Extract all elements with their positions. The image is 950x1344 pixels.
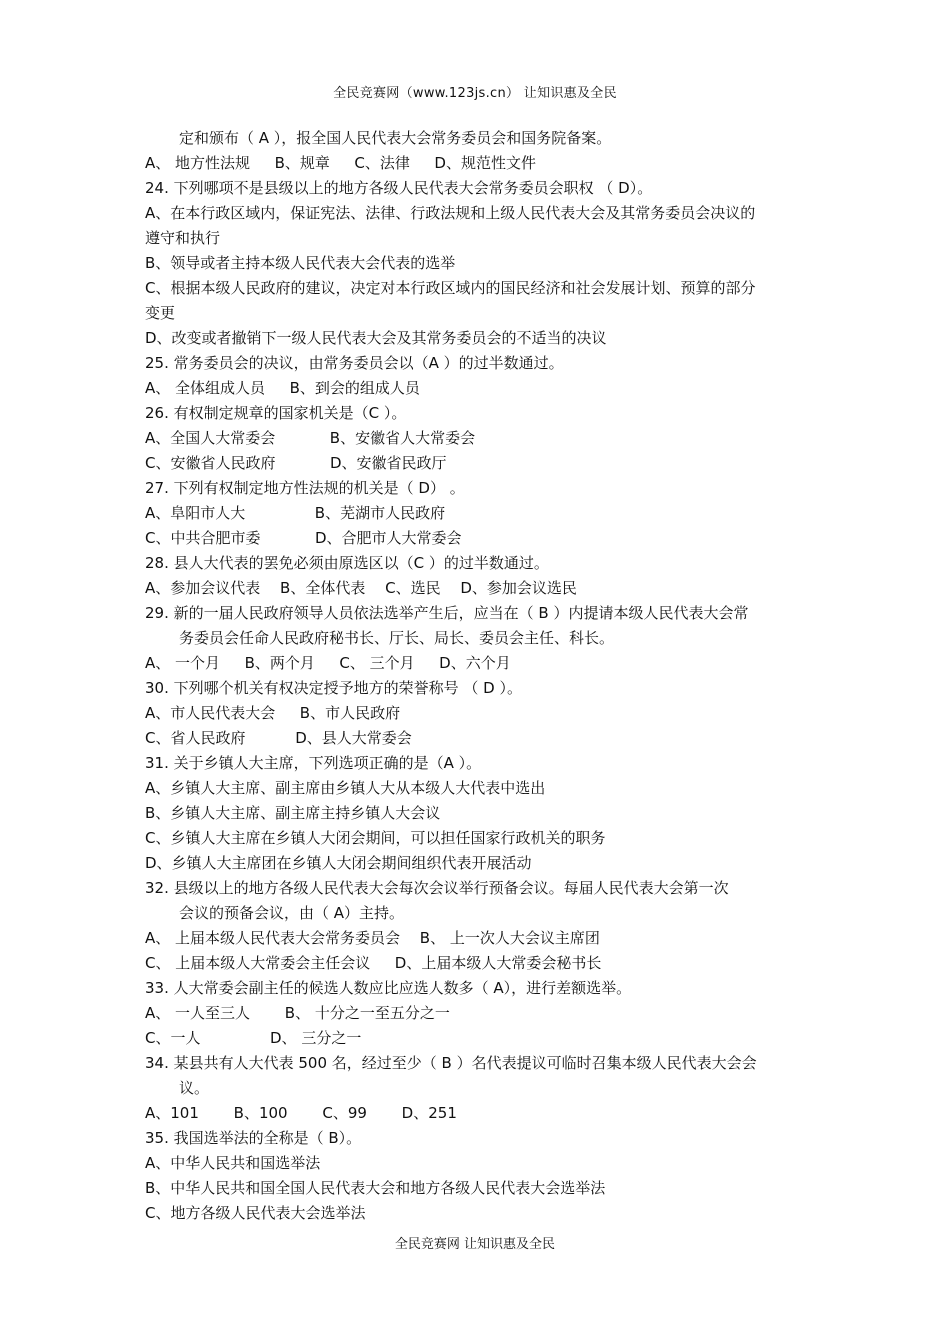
text-line: 定和颁布（ A ），报全国人民代表大会常务委员会和国务院备案。 xyxy=(179,129,612,147)
question-line: 24. 下列哪项不是县级以上的地方各级人民代表大会常务委员会职权 （ D）。 xyxy=(145,179,653,197)
question-line: 32. 县级以上的地方各级人民代表大会每次会议举行预备会议。每届人民代表大会第一次 xyxy=(145,879,729,897)
option-line: B、中华人民共和国全国人民代表大会和地方各级人民代表大会选举法 xyxy=(145,1179,606,1197)
option-line: D、乡镇人大主席团在乡镇人大闭会期间组织代表开展活动 xyxy=(145,854,532,872)
question-line: 30. 下列哪个机关有权决定授予地方的荣誉称号 （ D ）。 xyxy=(145,679,522,697)
option-line: C、地方各级人民代表大会选举法 xyxy=(145,1204,366,1222)
option-line: A、 一人至三人 B、 十分之一至五分之一 xyxy=(145,1004,450,1022)
question-continuation: 会议的预备会议，由（ A）主持。 xyxy=(179,904,405,922)
question-line: 26. 有权制定规章的国家机关是（C ）。 xyxy=(145,404,407,422)
option-line: A、101 B、100 C、99 D、251 xyxy=(145,1104,457,1122)
question-line: 27. 下列有权制定地方性法规的机关是（ D） 。 xyxy=(145,479,465,497)
option-line: C、安徽省人民政府 D、安徽省民政厅 xyxy=(145,454,447,472)
option-line: A、在本行政区域内，保证宪法、法律、行政法规和上级人民代表大会及其常务委员会决议的 xyxy=(145,204,756,222)
option-line: A、乡镇人大主席、副主席由乡镇人大从本级人大代表中选出 xyxy=(145,779,546,797)
option-line: B、领导或者主持本级人民代表大会代表的选举 xyxy=(145,254,456,272)
question-line: 29. 新的一届人民政府领导人员依法选举产生后，应当在（ B ）内提请本级人民代表大会常 xyxy=(145,604,749,622)
option-line: B、乡镇人大主席、副主席主持乡镇人大会议 xyxy=(145,804,441,822)
option-line: A、全国人大常委会 B、安徽省人大常委会 xyxy=(145,429,476,447)
option-line: C、乡镇人大主席在乡镇人大闭会期间，可以担任国家行政机关的职务 xyxy=(145,829,606,847)
option-line: 遵守和执行 xyxy=(145,229,221,247)
option-line: C、中共合肥市委 D、合肥市人大常委会 xyxy=(145,529,462,547)
option-line: A、中华人民共和国选举法 xyxy=(145,1154,321,1172)
option-line: A、 一个月 B、两个月 C、 三个月 D、六个月 xyxy=(145,654,511,672)
question-continuation: 议。 xyxy=(179,1079,210,1097)
question-line: 34. 某县共有人大代表 500 名，经过至少（ B ）名代表提议可临时召集本级人民代表大会会 xyxy=(145,1054,757,1072)
question-line: 35. 我国选举法的全称是（ B）。 xyxy=(145,1129,362,1147)
question-line: 25. 常务委员会的决议，由常务委员会以（A ）的过半数通过。 xyxy=(145,354,564,372)
question-continuation: 务委员会任命人民政府秘书长、厅长、局长、委员会主任、科长。 xyxy=(179,629,615,647)
option-line: A、参加会议代表 B、全体代表 C、选民 D、参加会议选民 xyxy=(145,579,577,597)
page-footer: 全民竞赛网 让知识惠及全民 xyxy=(394,1237,556,1252)
option-line: D、改变或者撤销下一级人民代表大会及其常务委员会的不适当的决议 xyxy=(145,329,607,347)
option-line: A、市人民代表大会 B、市人民政府 xyxy=(145,704,401,722)
option-line: A、 全体组成人员 B、到会的组成人员 xyxy=(145,379,420,397)
option-line: A、 地方性法规 B、规章 C、法律 D、规范性文件 xyxy=(145,154,536,172)
option-line: C、根据本级人民政府的建议，决定对本行政区域内的国民经济和社会发展计划、预算的部分 xyxy=(145,279,756,297)
question-line: 33. 人大常委会副主任的候选人数应比应选人数多（ A），进行差额选举。 xyxy=(145,979,632,997)
option-line: C、 上届本级人大常委会主任会议 D、上届本级人大常委会秘书长 xyxy=(145,954,602,972)
option-line: A、 上届本级人民代表大会常务委员会 B、 上一次人大会议主席团 xyxy=(145,929,600,947)
option-line: A、阜阳市人大 B、芜湖市人民政府 xyxy=(145,504,446,522)
document-body xyxy=(145,126,815,1226)
question-line: 28. 县人大代表的罢免必须由原选区以（C ）的过半数通过。 xyxy=(145,554,549,572)
page-header: 全民竞赛网（www.123js.cn） 让知识惠及全民 xyxy=(333,86,617,101)
option-line: C、省人民政府 D、县人大常委会 xyxy=(145,729,412,747)
option-line: 变更 xyxy=(145,304,176,322)
question-line: 31. 关于乡镇人大主席，下列选项正确的是（A ）。 xyxy=(145,754,482,772)
option-line: C、一人 D、 三分之一 xyxy=(145,1029,362,1047)
